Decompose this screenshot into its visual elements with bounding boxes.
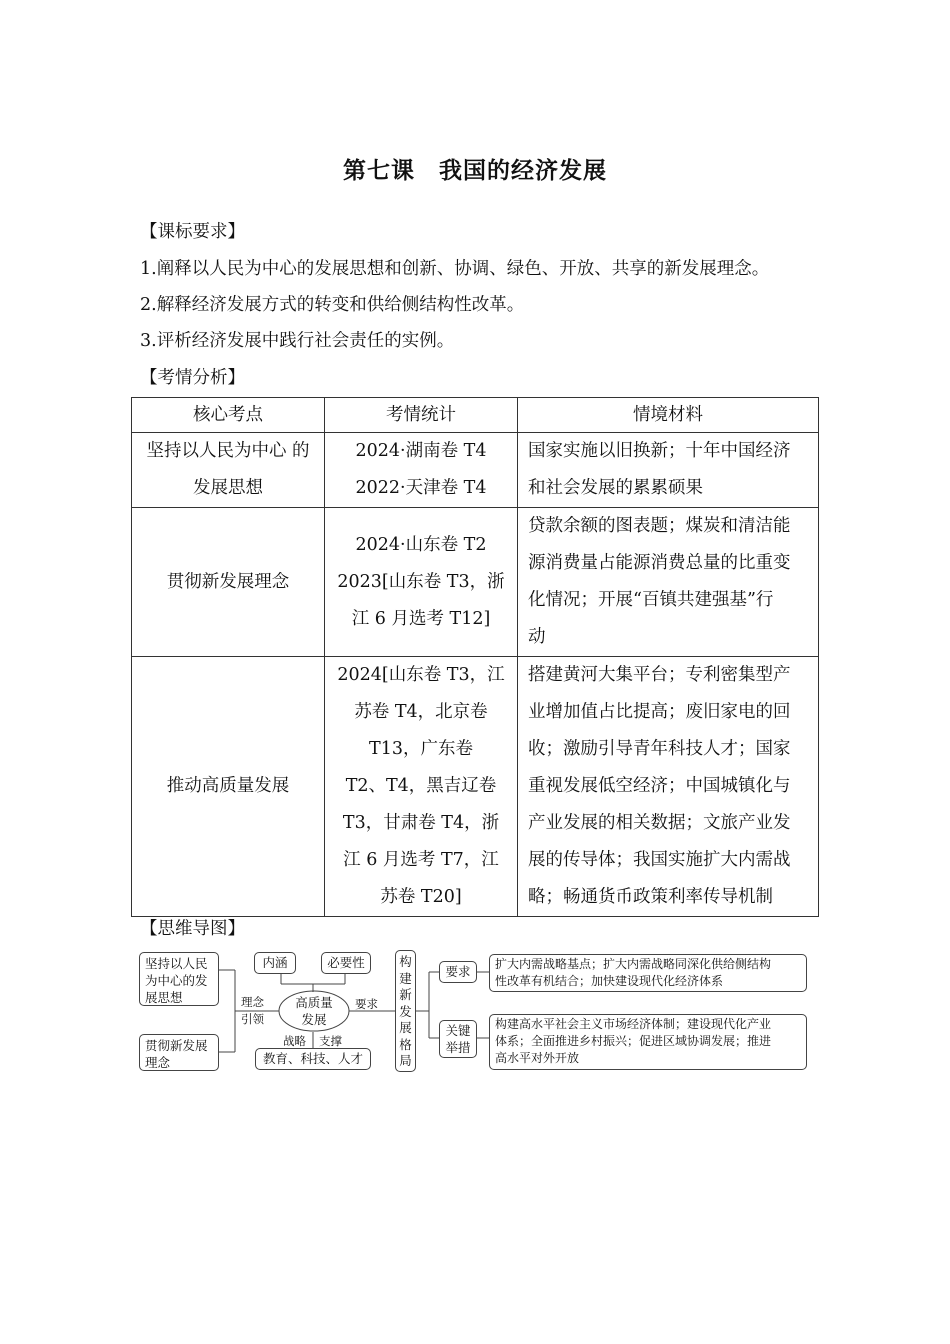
cell-line: 苏卷 T20] <box>380 887 462 907</box>
box-line: 举措 <box>445 1040 471 1055</box>
curriculum-item-1: 1.阐释以人民为中心的发展思想和创新、协调、绿色、开放、共享的新发展理念。 <box>140 259 770 279</box>
cell-line: 国家实施以旧换新；十年中国经济 <box>528 441 791 461</box>
new-pattern-box <box>395 950 416 1072</box>
material-cell <box>518 657 819 917</box>
center-line: 高质量 <box>295 995 333 1010</box>
cell-line: 推动高质量发展 <box>166 776 290 796</box>
cell-line: 化情况；开展“百镇共建强基”行 <box>528 590 774 610</box>
cell-line: 略；畅通货币政策利率传导机制 <box>528 887 773 907</box>
necessity-box: 必要性 <box>321 952 371 974</box>
label-strategy: 战略 <box>283 1034 306 1048</box>
exam-analysis-table <box>131 397 819 917</box>
header-context-material: 情境材料 <box>518 398 819 433</box>
cell-line: 搭建黄河大集平台；专利密集型产 <box>528 665 791 685</box>
label-line: 理念 <box>241 995 264 1009</box>
table-header-row <box>132 398 819 433</box>
center-line: 发展 <box>301 1012 327 1027</box>
curriculum-item-3: 3.评析经济发展中践行社会责任的实例。 <box>140 331 455 351</box>
table-row <box>132 433 819 508</box>
core-point-cell <box>132 657 325 917</box>
left-bottom-box <box>139 1034 219 1071</box>
key-measures-text-box <box>489 1014 807 1070</box>
table-row <box>132 657 819 917</box>
analysis-heading: 【考情分析】 <box>140 368 245 388</box>
connotation-box: 内涵 <box>254 952 296 974</box>
requirement-label-box: 要求 <box>439 961 477 983</box>
cell-line: T13，广东卷 <box>369 739 473 759</box>
vertical-char: 发 <box>399 1003 412 1019</box>
header-exam-stats: 考情统计 <box>325 398 518 433</box>
cell-line: 苏卷 T4，北京卷 <box>354 702 488 722</box>
cell-line: 2022·天津卷 T4 <box>355 478 487 498</box>
center-node <box>279 994 349 1028</box>
box-line: 构建高水平社会主义市场经济体制；建设现代化产业 <box>495 1017 772 1031</box>
box-line: 关键 <box>445 1023 471 1038</box>
requirement-text-box <box>489 954 807 992</box>
box-line: 扩大内需战略基点；扩大内需战略同深化供给侧结构 <box>495 957 772 971</box>
core-point-cell <box>132 508 325 657</box>
cell-line: 源消费量占能源消费总量的比重变 <box>528 553 791 573</box>
table-row <box>132 508 819 657</box>
cell-line: 2024[山东卷 T3，江 <box>337 665 505 685</box>
cell-line: 江 6 月选考 T7，江 <box>343 850 499 870</box>
page-title: 第七课 我国的经济发展 <box>343 157 607 184</box>
box-line: 展思想 <box>145 990 183 1005</box>
vertical-char: 局 <box>399 1053 412 1068</box>
cell-line: 江 6 月选考 T12] <box>351 608 491 629</box>
cell-line: 业增加值占比提高；废旧家电的回 <box>528 702 791 722</box>
box-line: 理念 <box>145 1055 171 1070</box>
cell-line: 贯彻新发展理念 <box>166 571 290 592</box>
cell-line: 的发展思想 <box>193 441 310 498</box>
left-top-box <box>139 952 219 1006</box>
box-line: 为中心的发 <box>145 973 208 988</box>
cell-line: 收；激励引导青年科技人才；国家 <box>528 739 791 759</box>
label-idea <box>241 994 264 1028</box>
vertical-char: 构 <box>399 954 412 969</box>
cell-line: 重视发展低空经济；中国城镇化与 <box>528 776 791 796</box>
exam-stats-cell <box>325 508 518 657</box>
cell-line: T2、T4，黑吉辽卷 <box>345 776 497 796</box>
material-cell <box>518 433 819 508</box>
cell-line: 2024·湖南卷 T4 <box>355 441 487 461</box>
core-point-cell <box>132 433 325 508</box>
vertical-char: 展 <box>399 1020 412 1035</box>
box-line: 性改革有机结合；加快建设现代化经济体系 <box>495 974 724 988</box>
box-line: 坚持以人民 <box>145 956 208 971</box>
label-support: 支撑 <box>319 1034 342 1048</box>
support-box: 教育、科技、人才 <box>255 1048 371 1070</box>
vertical-char: 建 <box>399 970 412 986</box>
box-line: 高水平对外开放 <box>495 1051 580 1065</box>
cell-line: 展的传导体；我国实施扩大内需战 <box>528 850 791 870</box>
cell-line: 动 <box>528 627 546 647</box>
cell-line: 2024·山东卷 T2 <box>355 534 487 555</box>
box-line: 贯彻新发展 <box>145 1038 208 1053</box>
vertical-char: 新 <box>399 987 412 1002</box>
exam-stats-cell <box>325 657 518 917</box>
label-line: 引领 <box>241 1012 264 1026</box>
cell-line: 2023[山东卷 T3，浙 <box>337 571 505 592</box>
key-measures-label-box <box>439 1020 477 1058</box>
material-cell <box>518 508 819 657</box>
cell-line: 贷款余额的图表题；煤炭和清洁能 <box>528 516 791 536</box>
mindmap-heading: 【思维导图】 <box>140 919 245 939</box>
curriculum-heading: 【课标要求】 <box>140 222 245 242</box>
cell-line: 产业发展的相关数据；文旅产业发 <box>528 813 791 833</box>
exam-stats-cell <box>325 433 518 508</box>
cell-line: 坚持以人民为中心 <box>146 441 287 461</box>
header-core-point: 核心考点 <box>132 398 325 433</box>
box-line: 体系；全面推进乡村振兴；促进区域协调发展；推进 <box>495 1034 772 1048</box>
cell-line: T3，甘肃卷 T4，浙 <box>342 813 500 833</box>
label-require: 要求 <box>355 997 378 1011</box>
mind-map-diagram <box>137 946 812 1074</box>
vertical-char: 格 <box>399 1036 412 1052</box>
curriculum-item-2: 2.解释经济发展方式的转变和供给侧结构性改革。 <box>140 295 525 315</box>
cell-line: 和社会发展的累累硕果 <box>528 478 703 498</box>
